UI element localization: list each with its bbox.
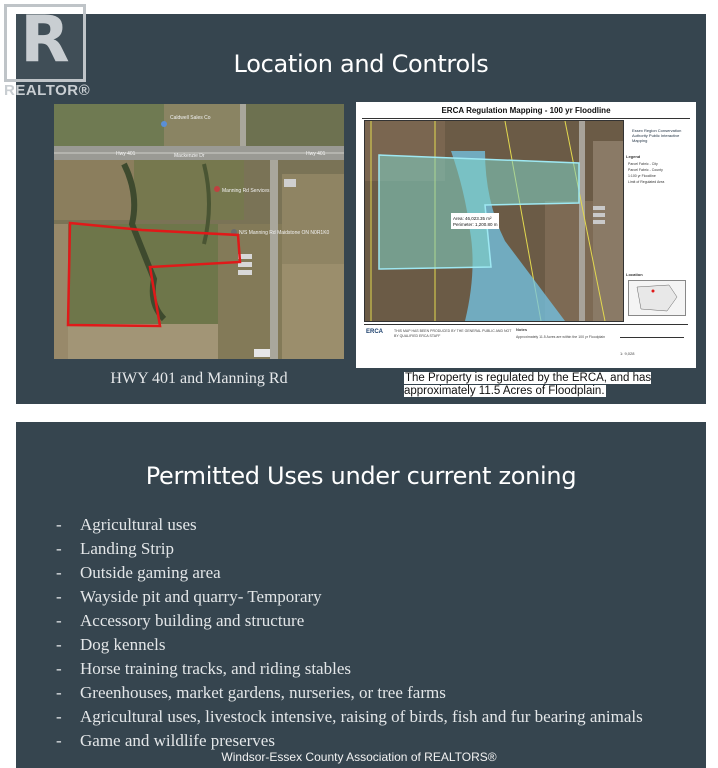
permitted-use-text: Greenhouses, market gardens, nurseries, or tree farms xyxy=(80,683,446,702)
erca-legend-item: Parcel Fabric - City xyxy=(628,162,658,166)
bullet-dash: - xyxy=(56,707,62,726)
erca-legend-item: Parcel Fabric - County xyxy=(628,168,663,172)
erca-legend-item: 1:100 yr Floodline xyxy=(628,174,656,178)
map-caption: HWY 401 and Manning Rd xyxy=(110,370,288,387)
erca-location-inset-map xyxy=(628,280,686,316)
realtor-letter: R xyxy=(20,3,70,77)
permitted-use-item xyxy=(56,586,643,610)
permitted-use-item xyxy=(56,610,643,634)
realtor-logo xyxy=(4,3,91,100)
satellite-map xyxy=(54,104,344,359)
permitted-use-item xyxy=(56,562,643,586)
erca-caption xyxy=(404,372,704,398)
bullet-dash: - xyxy=(56,683,62,702)
erca-legend-item: Limit of Regulated Area xyxy=(628,180,665,184)
permitted-use-text: Landing Strip xyxy=(80,539,174,558)
permitted-use-item xyxy=(56,538,643,562)
satellite-map-image xyxy=(54,104,344,359)
erca-footer-disclaimer: THIS MAP HAS BEEN PRODUCED BY THE GENERAL PUBLIC AND NOT BY QUALIFIED ERCA STAFF xyxy=(394,329,512,338)
sat-business-pin-icon xyxy=(161,121,167,127)
erca-footer xyxy=(364,324,688,365)
permitted-use-text: Agricultural uses xyxy=(80,515,197,534)
permitted-use-item xyxy=(56,682,643,706)
permitted-use-text: Accessory building and structure xyxy=(80,611,305,630)
erca-notes-label: Notes xyxy=(516,327,528,332)
bullet-dash: - xyxy=(56,635,62,654)
permitted-use-text: Game and wildlife preserves xyxy=(80,731,275,750)
erca-org-name: Essex Region Conservation Authority Public Interactive Mapping xyxy=(632,128,682,143)
sat-highway-mid-label: Mackenzie Dr xyxy=(174,153,205,159)
realtor-wordmark: REALTOR® xyxy=(4,82,91,99)
erca-legend-title: Legend xyxy=(626,154,641,159)
bullet-dash: - xyxy=(56,611,62,630)
erca-scale-bar xyxy=(620,329,684,338)
bullet-dash: - xyxy=(56,587,62,606)
sat-highway-right-label: Hwy 401 xyxy=(306,151,326,157)
bullet-dash: - xyxy=(56,515,62,534)
erca-floodline-map xyxy=(356,102,696,368)
erca-location-title: Location xyxy=(626,272,643,277)
erca-map-image xyxy=(364,120,624,322)
location-controls-panel xyxy=(16,14,706,404)
sat-poi-label: Manning Rd Services xyxy=(222,188,270,194)
erca-caption-text: The Property is regulated by the ERCA, and has approximately 11.5 Acres of Floodplain. xyxy=(404,372,652,397)
permitted-use-text: Horse training tracks, and riding stables xyxy=(80,659,351,678)
sat-business-label: Caldwell Sales Co xyxy=(170,115,211,121)
permitted-use-item xyxy=(56,706,643,730)
permitted-use-item xyxy=(56,634,643,658)
permitted-uses-list xyxy=(56,514,643,754)
permitted-use-text: Agricultural uses, livestock intensive, raising of birds, fish and fur bearing animals xyxy=(80,707,643,726)
realtor-r-icon xyxy=(4,4,86,82)
copyright-footer: Windsor-Essex County Association of REALTORS® xyxy=(221,750,497,764)
location-controls-title: Location and Controls xyxy=(233,50,489,78)
permitted-use-item xyxy=(56,514,643,538)
permitted-uses-title: Permitted Uses under current zoning xyxy=(145,462,577,490)
erca-map-title: ERCA Regulation Mapping - 100 yr Floodline xyxy=(362,106,690,119)
sat-poi-pin-icon xyxy=(214,186,220,192)
erca-footer-logo: ERCA xyxy=(366,329,384,335)
permitted-uses-panel xyxy=(16,422,706,768)
sat-property-label: N/S Manning Rd Maidstone ON N0R1K0 xyxy=(239,230,330,236)
erca-area-label: Area: 46,023.35 m² xyxy=(453,216,492,221)
bullet-dash: - xyxy=(56,659,62,678)
permitted-use-text: Wayside pit and quarry- Temporary xyxy=(80,587,322,606)
erca-notes-text: Approximately 11.5 Acres are within the 100 yr Floodplain xyxy=(516,335,606,339)
permitted-use-text: Outside gaming area xyxy=(80,563,221,582)
sat-highway-left-label: Hwy 401 xyxy=(116,151,136,157)
bullet-dash: - xyxy=(56,731,62,750)
bullet-dash: - xyxy=(56,563,62,582)
permitted-use-text: Dog kennels xyxy=(80,635,166,654)
erca-scale-text: 1: 9,028 xyxy=(620,351,635,356)
erca-perimeter-label: Perimeter: 1,200.80 m xyxy=(453,222,498,227)
erca-floodplain-graphic xyxy=(365,121,623,321)
bullet-dash: - xyxy=(56,539,62,558)
erca-legend xyxy=(624,120,688,320)
permitted-use-item xyxy=(56,658,643,682)
